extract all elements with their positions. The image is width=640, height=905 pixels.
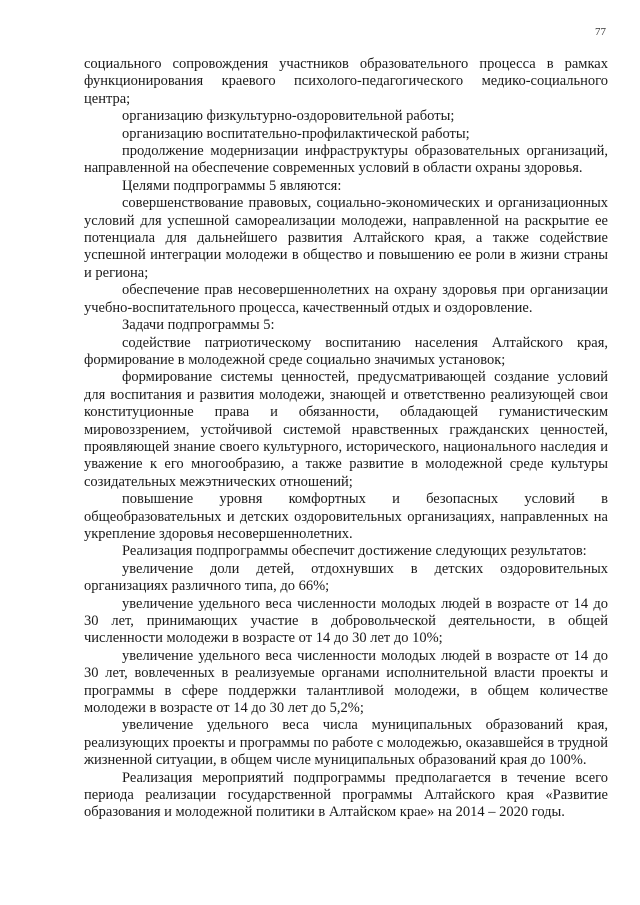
paragraph: организацию воспитательно-профилактической работы; [122,125,470,142]
paragraph: увеличение доли детей, отдохнувших в детских оздоровительных организациях различного типа, до 66%; [84,560,608,595]
paragraph: Целями подпрограммы 5 являются: [122,177,342,194]
paragraph: повышение уровня комфортных и безопасных условий в общеобразовательных и детских оздоровительных организациях, направленных на укрепление здоровья несовершеннолетних. [84,491,608,542]
paragraph: совершенствование правовых, социально-экономических и организационных условий для успешной самореализации молодежи, направленной на раскрытие ее потенциала для дальнейшего развития Алтайского края, а также содействие успешной интеграции молодежи в общество и повышению ее роли в жизни страны и региона; [84,195,608,281]
paragraph: организацию физкультурно-оздоровительной работы; [122,108,455,125]
paragraph: продолжение модернизации инфраструктуры образовательных организаций, направленной на обеспечение современных условий в области охраны здоровья. [84,143,608,177]
paragraph: Задачи подпрограммы 5: [122,317,275,334]
paragraph: увеличение удельного веса численности молодых людей в возрасте от 14 до 30 лет, принимающих участие в добровольческой деятельности, в общей численности молодежи в возрасте от 14 до 30 лет до 10%; [84,595,608,647]
paragraph: увеличение удельного веса числа муниципальных образований края, реализующих проекты и программы по работе с молодежью, оказавшейся в трудной жизненной ситуации, в общем числе муниципальных образований края до 100%. [84,717,608,769]
paragraph: содействие патриотическому воспитанию населения Алтайского края, формирование в молодежной среде социально значимых установок; [84,334,608,368]
paragraph: Реализация мероприятий подпрограммы предполагается в течение всего периода реализации государственной программы Алтайского края «Развитие образования и молодежной политики в Алтайском крае» на 2014 – 2020 годы. [84,769,608,821]
paragraph: Реализация подпрограммы обеспечит достижение следующих результатов: [122,543,587,560]
paragraph: обеспечение прав несовершеннолетних на охрану здоровья при организации учебно-воспитательного процесса, качественный отдых и оздоровление. [84,282,608,316]
paragraph: увеличение удельного веса численности молодых людей в возрасте от 14 до 30 лет, вовлеченных в реализуемые органами исполнительной власти проекты и программы в сфере поддержки талантливой молодежи, в общем количестве молодежи в возрасте от 14 до 30 лет до 5,2%; [84,647,608,717]
paragraph: социального сопровождения участников образовательного процесса в рамках функционирования краевого психолого-педагогического медико-социального центра; [84,56,608,107]
body-text [84,56,608,822]
page-number: 77 [595,26,606,38]
paragraph: формирование системы ценностей, предусматривающей создание условий для воспитания и развития молодежи, знающей и ответственно реализующей свои конституционные права и обязанности, обладающей гуманистическим мировоззрением, устойчивой системой нравственных гражданских ценностей, проявляющей знание своего культурного, исторического, национального наследия и уважение к его многообразию, а также развитие в молодежной среде культуры созидательных межэтнических отношений; [84,369,608,490]
